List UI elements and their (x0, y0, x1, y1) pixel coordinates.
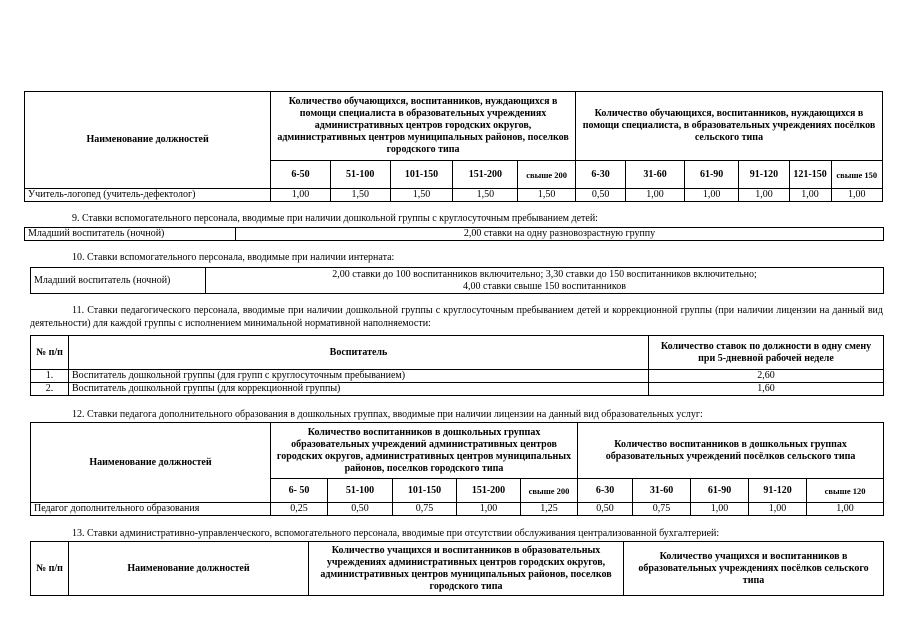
position-name: Воспитатель дошкольной группы (для групп с круглосуточным пребыванием) (69, 370, 649, 383)
table-row (25, 189, 883, 202)
position-name: Воспитатель дошкольной группы (для коррекционной группы) (69, 383, 649, 396)
rate-line: 4,00 ставки свыше 150 воспитанников (463, 280, 626, 292)
urban-range: 151-200 (457, 479, 521, 503)
rate-cell: 1,00 (739, 189, 789, 202)
rural-range: 6-30 (575, 161, 625, 189)
rural-range: 6-30 (578, 479, 633, 503)
header-urban-group: Количество учащихся и воспитанников в образовательных учреждениях административных центров городских округов, административных центров муниципальных районов, поселков городского типа (309, 542, 624, 596)
table-section-13 (30, 541, 884, 596)
urban-range: 101-150 (393, 479, 457, 503)
rate-value: 2,00 ставки на одну разновозрастную группу (236, 228, 884, 241)
table-section-12 (30, 422, 884, 516)
table-row (31, 383, 884, 396)
table-section-11 (30, 335, 884, 396)
rate-value (206, 268, 884, 294)
position-name: Педагог дополнительного образования (31, 503, 271, 516)
rate-cell: 1,50 (390, 189, 453, 202)
rural-range: 61-90 (691, 479, 749, 503)
table-section-9 (24, 227, 884, 241)
rural-range: 91-120 (739, 161, 789, 189)
header-position-name: Наименование должностей (69, 542, 309, 596)
position-name: Младший воспитатель (ночной) (25, 228, 236, 241)
header-rates: Количество ставок по должности в одну смену при 5-дневной рабочей неделе (649, 336, 884, 370)
rate-cell: 1,00 (831, 189, 883, 202)
header-urban-group: Количество обучающихся, воспитанников, нуждающихся в помощи специалиста в образовательных учреждениях административных центров городских округов, административных центров муниципальных районов, поселков городского типа (271, 92, 576, 161)
rate-cell: 1,00 (807, 503, 884, 516)
rate-cell: 1,00 (691, 503, 749, 516)
rate-value: 2,60 (649, 370, 884, 383)
position-name: Младший воспитатель (ночной) (31, 268, 206, 294)
rate-cell: 1,50 (330, 189, 390, 202)
rate-cell: 0,75 (633, 503, 691, 516)
urban-range: 51-100 (330, 161, 390, 189)
header-position-name: Наименование должностей (31, 423, 271, 503)
rural-range: 31-60 (626, 161, 685, 189)
urban-range: 101-150 (390, 161, 453, 189)
row-number: 2. (31, 383, 69, 396)
position-name: Учитель-логопед (учитель-дефектолог) (25, 189, 271, 202)
urban-range: 151-200 (453, 161, 518, 189)
urban-range: 6-50 (271, 161, 331, 189)
rate-cell: 0,50 (328, 503, 393, 516)
urban-range: свыше 200 (521, 479, 578, 503)
table-row (31, 370, 884, 383)
rate-cell: 1,50 (453, 189, 518, 202)
rate-cell: 1,50 (518, 189, 576, 202)
table-speech-therapist (24, 91, 883, 202)
table-section-10 (30, 267, 884, 294)
header-position: Воспитатель (69, 336, 649, 370)
rural-range: 61-90 (684, 161, 738, 189)
section-9-heading: 9. Ставки вспомогательного персонала, вводимые при наличии дошкольной группы с круглосуточным пребыванием детей: (72, 213, 598, 224)
header-position-name: Наименование должностей (25, 92, 271, 189)
header-number: № п/п (31, 542, 69, 596)
urban-range: 51-100 (328, 479, 393, 503)
table-row (31, 503, 884, 516)
rate-cell: 1,00 (626, 189, 685, 202)
header-number: № п/п (31, 336, 69, 370)
rate-cell: 1,00 (457, 503, 521, 516)
header-urban-group: Количество воспитанников в дошкольных группах образовательных учреждений административных центров городских округов, административных центров муниципальных районов, поселков городского типа (271, 423, 578, 479)
rate-cell: 1,00 (271, 189, 331, 202)
header-rural-group: Количество обучающихся, воспитанников, нуждающихся в помощи специалиста, в образовательных учреждениях посёлков сельского типа (575, 92, 882, 161)
rural-range: свыше 150 (831, 161, 883, 189)
urban-range: 6- 50 (271, 479, 328, 503)
rate-cell: 1,25 (521, 503, 578, 516)
section-13-heading: 13. Ставки административно-управленческого, вспомогательного персонала, вводимые при отсутствии обслуживания централизованной бухгалтерией: (72, 528, 720, 539)
rural-range: 121-150 (789, 161, 831, 189)
rural-range: свыше 120 (807, 479, 884, 503)
header-rural-group: Количество воспитанников в дошкольных группах образовательных учреждений посёлков сельского типа (578, 423, 884, 479)
header-rural-group: Количество учащихся и воспитанников в образовательных учреждениях посёлков сельского типа (624, 542, 884, 596)
rate-cell: 0,25 (271, 503, 328, 516)
rate-cell: 1,00 (789, 189, 831, 202)
urban-range: свыше 200 (518, 161, 576, 189)
rate-cell: 1,00 (684, 189, 738, 202)
rural-range: 91-120 (749, 479, 807, 503)
section-10-heading: 10. Ставки вспомогательного персонала, вводимые при наличии интерната: (72, 252, 395, 263)
section-12-heading: 12. Ставки педагога дополнительного образования в дошкольных группах, вводимые при наличии лицензии на данный вид образовательных услуг: (72, 409, 703, 420)
row-number: 1. (31, 370, 69, 383)
rate-cell: 0,50 (575, 189, 625, 202)
rural-range: 31-60 (633, 479, 691, 503)
rate-cell: 0,50 (578, 503, 633, 516)
rate-cell: 1,00 (749, 503, 807, 516)
rate-line: 2,00 ставки до 100 воспитанников включительно; 3,30 ставки до 150 воспитанников включительно; (332, 268, 757, 280)
rate-cell: 0,75 (393, 503, 457, 516)
rate-value: 1,60 (649, 383, 884, 396)
section-11-heading: 11. Ставки педагогического персонала, вводимые при наличии дошкольной группы с круглосуточным пребыванием детей и коррекционной группы (при наличии лицензии на данный вид деятельности) для каждой группы с исполнением минимальной нормативной наполняемости: (30, 305, 883, 329)
